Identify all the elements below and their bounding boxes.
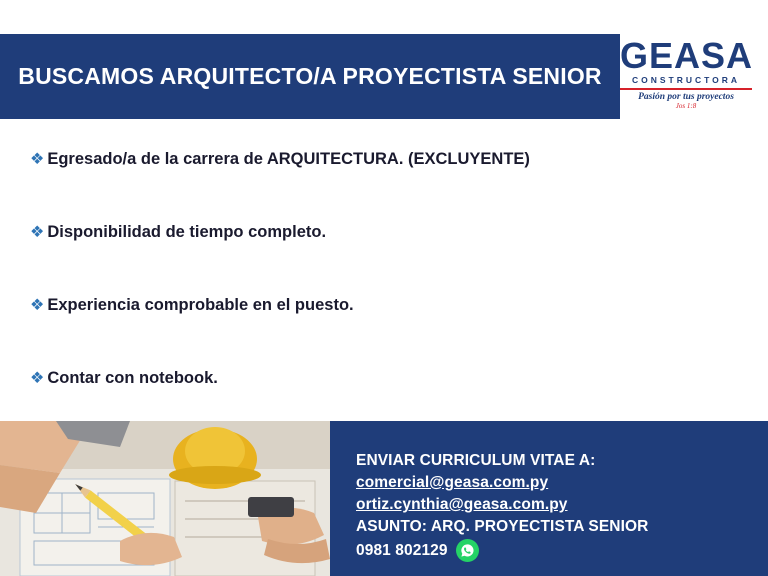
page-title: BUSCAMOS ARQUITECTO/A PROYECTISTA SENIOR	[18, 63, 602, 90]
logo-slogan: Pasión por tus proyectos	[638, 92, 734, 102]
list-item	[30, 150, 730, 223]
phone-row	[356, 539, 756, 562]
list-item	[30, 223, 730, 296]
email-secondary[interactable]: ortiz.cynthia@geasa.com.py	[356, 496, 568, 513]
bullet-diamond-icon: ❖	[30, 297, 45, 314]
whatsapp-icon[interactable]	[456, 539, 479, 562]
subject-line: ASUNTO: ARQ. PROYECTISTA SENIOR	[356, 518, 649, 535]
email-primary[interactable]: comercial@geasa.com.py	[356, 474, 549, 491]
bullet-diamond-icon: ❖	[30, 224, 45, 241]
list-item-label: Egresado/a de la carrera de ARQUITECTURA. (EXCLUYENTE)	[47, 150, 530, 168]
bullet-diamond-icon: ❖	[30, 370, 45, 387]
bullet-diamond-icon: ❖	[30, 151, 45, 168]
cta-label: ENVIAR CURRICULUM VITAE A:	[356, 452, 596, 469]
list-item-label: Contar con notebook.	[47, 369, 218, 387]
list-item-label: Experiencia comprobable en el puesto.	[47, 296, 354, 314]
list-item-label: Disponibilidad de tiempo completo.	[47, 223, 327, 241]
list-item	[30, 296, 730, 369]
logo-divider	[620, 88, 752, 90]
footer-band	[0, 421, 768, 576]
requirements-list	[30, 150, 730, 442]
phone-number[interactable]: 0981 802129	[356, 541, 448, 559]
contact-block	[356, 450, 756, 562]
geasa-logo	[620, 35, 754, 111]
logo-brand-text: GEASA	[620, 35, 754, 76]
blueprint-photo	[0, 421, 330, 576]
logo-subtitle: CONSTRUCTORA	[631, 75, 741, 85]
logo-verse: Jos 1:8	[675, 101, 697, 110]
